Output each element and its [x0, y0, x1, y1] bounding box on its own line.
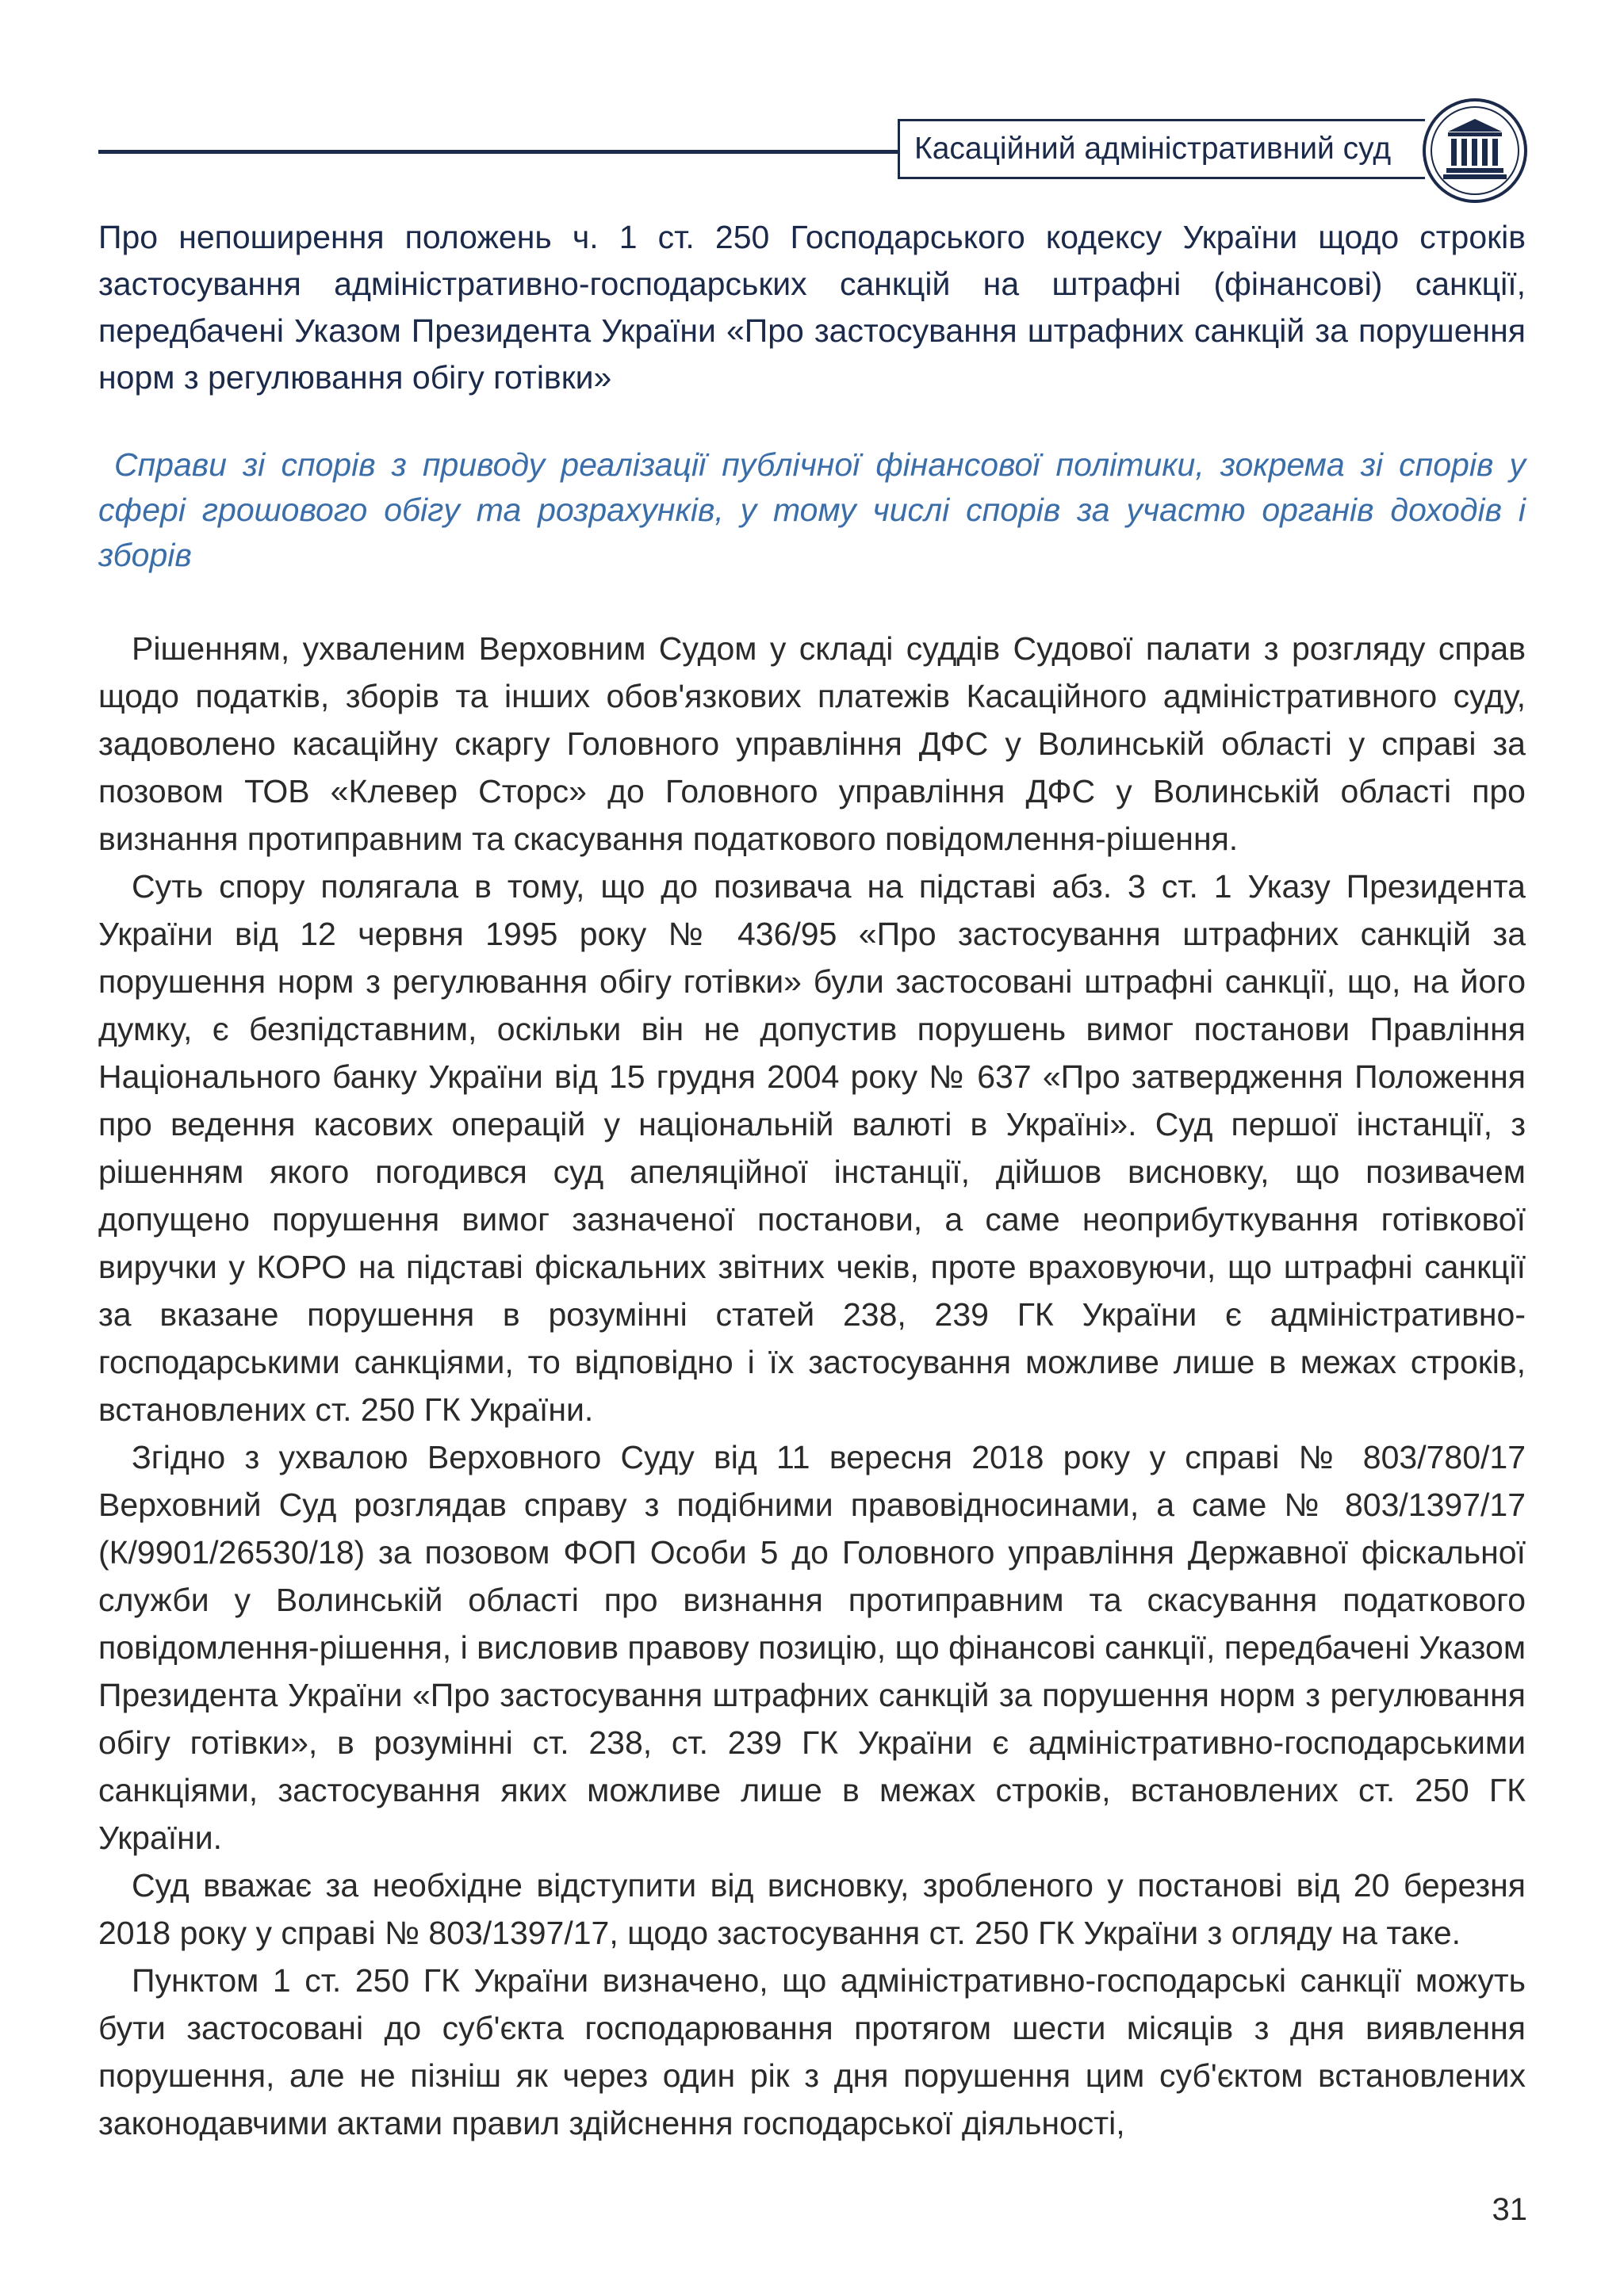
- case-category: Справи зі спорів з приводу реалізації публічної фінансової політики, зокрема зі спорів у сфері грошового обігу та розрахунків, у тому числі спорів за участю органів доходів і зборів: [98, 446, 1526, 573]
- columns-building-icon: [1419, 95, 1530, 206]
- body-paragraph: Суд вважає за необхідне відступити від висновку, зробленого у постанові від 20 березня 2018 року у справі № 803/1397/17, щодо застосування ст. 250 ГК України з огляду на таке.: [98, 1867, 1526, 1951]
- article-body: [98, 625, 1526, 2147]
- article-title: Про непоширення положень ч. 1 ст. 250 Господарського кодексу України щодо строків застосування адміністративно-господарських санкцій на штрафні (фінансові) санкції, передбачені Указом Президента України «Про застосування штрафних санкцій за порушення норм з регулювання обігу готівки»: [98, 219, 1526, 396]
- header-rule: [98, 150, 899, 154]
- body-paragraph: Згідно з ухвалою Верховного Суду від 11 вересня 2018 року у справі № 803/780/17 Верховний Суд розглядав справу з подібними правовідносинами, а саме № 803/1397/17 (К/9901/26530/18) за позовом ФОП Особи 5 до Головного управління Державної фіскальної служби у Волинській області про визнання протиправним та скасування податкового повідомлення-рішення, і висловив правову позицію, що фінансові санкції, передбачені Указом Президента України «Про застосування штрафних санкцій за порушення норм з регулювання обігу готівки», в розумінні ст. 238, ст. 239 ГК України є адміністративно-господарськими санкціями, застосування яких можливе лише в межах строків, встановлених ст. 250 ГК України.: [98, 1439, 1526, 1856]
- court-name-label: [898, 119, 1425, 179]
- body-paragraph: Рішенням, ухваленим Верховним Судом у складі суддів Судової палати з розгляду справ щодо податків, зборів та інших обов'язкових платежів Касаційного адміністративного суду, задоволено касаційну скаргу Головного управління ДФС у Волинській області у справі за позовом ТОВ «Клевер Сторс» до Головного управління ДФС у Волинській області про визнання протиправним та скасування податкового повідомлення-рішення.: [98, 630, 1526, 857]
- page-number: 31: [1492, 2192, 1527, 2227]
- court-name-text: Касаційний адміністративний суд: [914, 132, 1392, 166]
- body-paragraph: Суть спору полягала в тому, що до позивача на підставі абз. 3 ст. 1 Указу Президента України від 12 червня 1995 року № 436/95 «Про застосування штрафних санкцій за порушення норм з регулювання обігу готівки» були застосовані штрафні санкції, що, на його думку, є безпідставним, оскільки він не допустив порушень вимог постанови Правління Національного банку України від 15 грудня 2004 року № 637 «Про затвердження Положення про ведення касових операцій у національній валюті в Україні». Суд першої інстанції, з рішенням якого погодився суд апеляційної інстанції, дійшов висновку, що позивачем допущено порушення вимог зазначеної постанови, а саме неоприбуткування готівкової виручки у КОРО на підставі фіскальних звітних чеків, проте враховуючи, що штрафні санкції за вказане порушення в розумінні статей 238, 239 ГК України є адміністративно-господарськими санкціями, то відповідно і їх застосування можливе лише в межах строків, встановлених ст. 250 ГК України.: [98, 868, 1526, 1428]
- body-paragraph: Пунктом 1 ст. 250 ГК України визначено, що адміністративно-господарські санкції можуть бути застосовані до суб'єкта господарювання протягом шести місяців з дня виявлення порушення, але не пізніш як через один рік з дня порушення цим суб'єктом встановлених законодавчими актами правил здійснення господарської діяльності,: [98, 1962, 1526, 2141]
